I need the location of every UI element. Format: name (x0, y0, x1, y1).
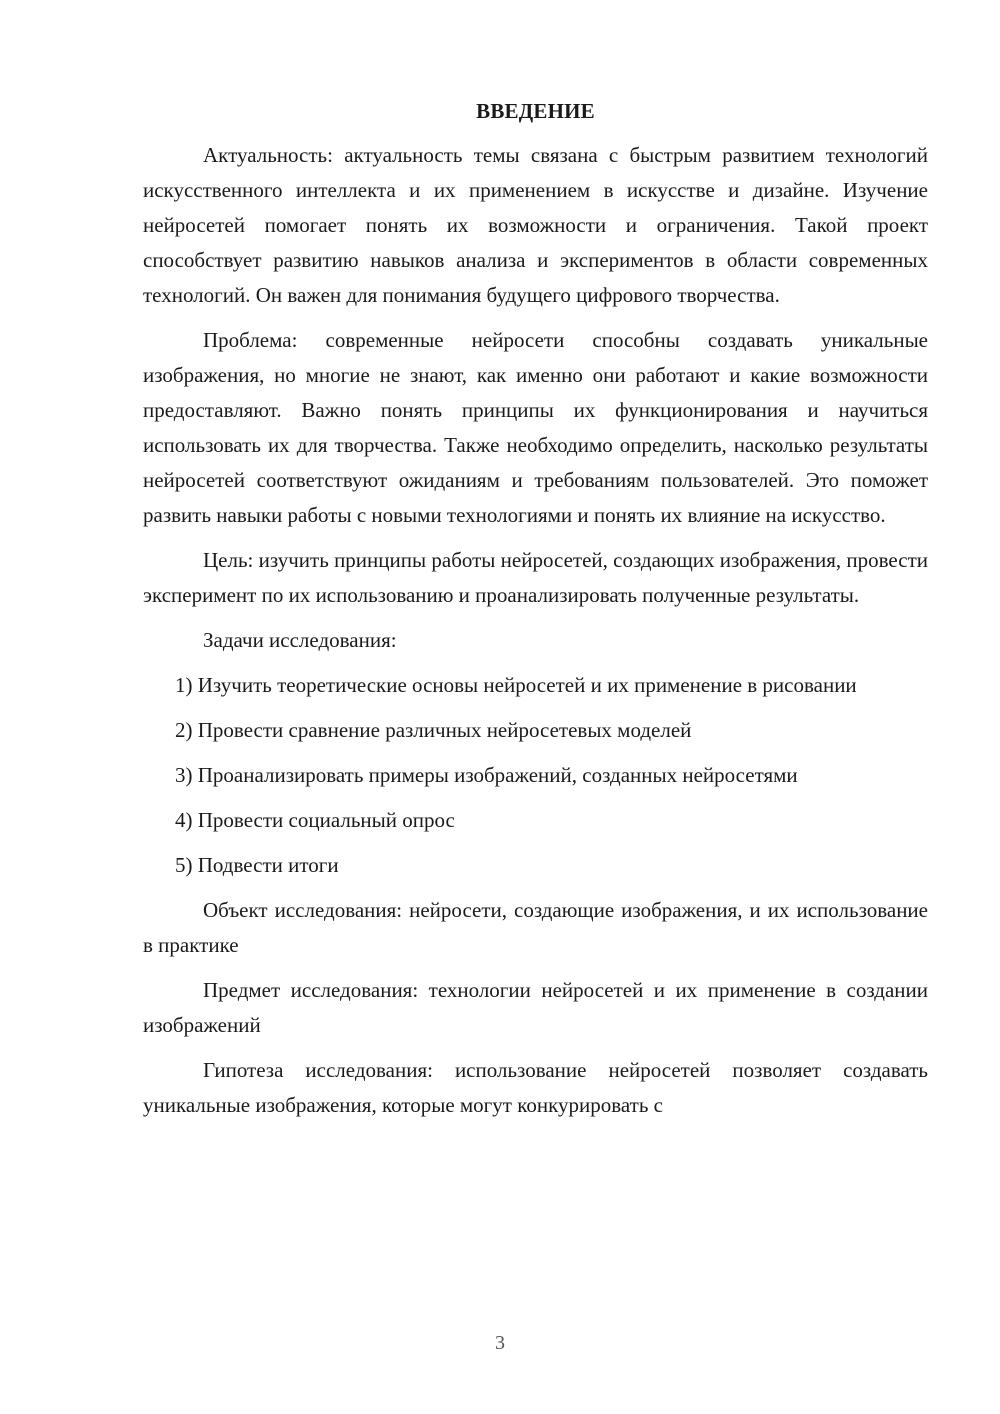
task-item: 4) Провести социальный опрос (175, 808, 455, 832)
page-number: 3 (495, 1332, 505, 1354)
tasks-title: Задачи исследования: (203, 628, 397, 652)
paragraph-problem: Проблема: современные нейросети способны создавать уникальные изображения, но многие не знают, как именно они работают и какие возможности предоставляют. Важно понять принципы их функционирования и научиться использовать их для творчества. Также необходимо определить, насколько результаты нейросетей соответствуют ожиданиям и требованиям пользователей. Это поможет развить навыки работы с новыми технологиями и понять их влияние на искусство. (143, 328, 928, 527)
paragraph-goal: Цель: изучить принципы работы нейросетей, создающих изображения, провести эксперимент по их использованию и проанализировать полученные результаты. (143, 548, 928, 607)
task-item: 2) Провести сравнение различных нейросетевых моделей (175, 718, 692, 742)
document-page (143, 96, 928, 1133)
task-item: 5) Подвести итоги (175, 853, 339, 877)
section-heading: ВВЕДЕНИЕ (476, 99, 595, 123)
task-item: 3) Проанализировать примеры изображений, созданных нейросетями (175, 763, 798, 787)
paragraph-subject: Предмет исследования: технологии нейросетей и их применение в создании изображений (143, 978, 928, 1037)
paragraph-hypothesis: Гипотеза исследования: использование нейросетей позволяет создавать уникальные изображения, которые могут конкурировать с (143, 1058, 928, 1117)
paragraph-relevance: Актуальность: актуальность темы связана с быстрым развитием технологий искусственного интеллекта и их применением в искусстве и дизайне. Изучение нейросетей помогает понять их возможности и ограничения. Такой проект способствует развитию навыков анализа и экспериментов в области современных технологий. Он важен для понимания будущего цифрового творчества. (143, 143, 928, 307)
paragraph-object: Объект исследования: нейросети, создающие изображения, и их использование в практике (143, 898, 928, 957)
task-item: 1) Изучить теоретические основы нейросетей и их применение в рисовании (175, 673, 857, 697)
